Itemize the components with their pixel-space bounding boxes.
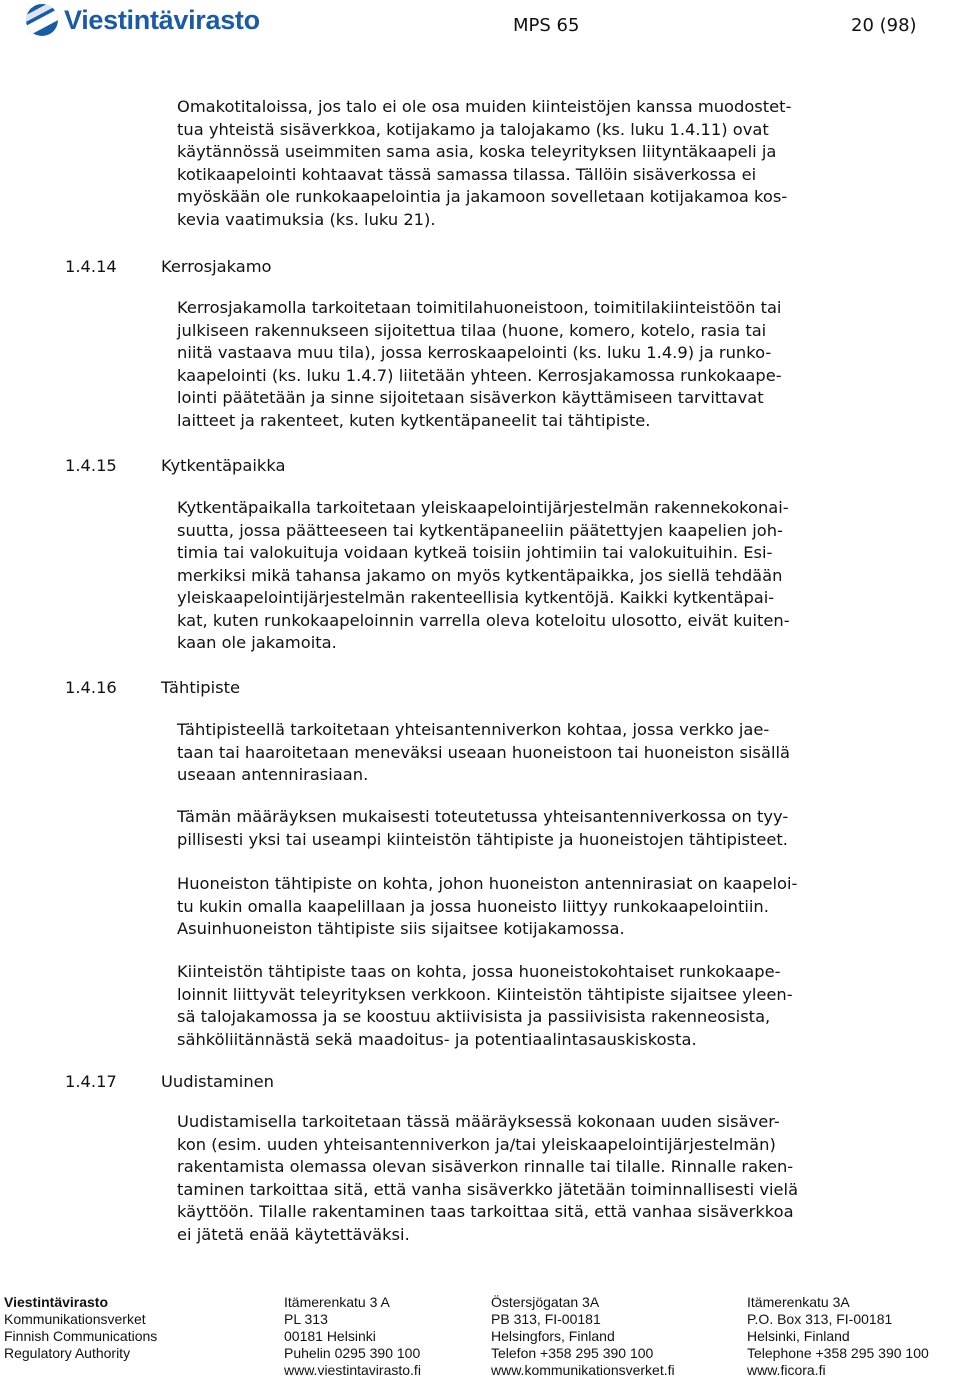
footer-line: Helsinki, Finland <box>747 1328 850 1344</box>
text-line: kotikaapelointi kohtaavat tässä samassa tilassa. Tällöin sisäverkossa ei <box>177 164 757 184</box>
text-line: kon (esim. uuden yhteisantenniverkon ja/tai yleiskaapelointijärjestelmän) <box>177 1134 776 1154</box>
footer-line: Regulatory Authority <box>4 1345 131 1361</box>
footer-line: P.O. Box 313, FI-00181 <box>747 1311 893 1327</box>
footer-line: Puhelin 0295 390 100 <box>284 1345 421 1361</box>
text-line: kevia vaatimuksia (ks. luku 21). <box>177 209 436 229</box>
text-line: tu kukin omalla kaapelillaan ja jossa huoneisto liittyy runkokaapelointiin. <box>177 896 769 916</box>
footer-line: Östersjögatan 3A <box>491 1294 600 1310</box>
footer-line: Itämerenkatu 3 A <box>284 1294 390 1310</box>
text-line: timia tai valokuituja voidaan kytkeä toisiin johtimiin tai valokuituihin. Esi- <box>177 543 773 562</box>
text-line: julkiseen rakennukseen sijoitettua tilaa (huone, komero, kotelo, rasia tai <box>177 320 767 340</box>
section-paragraph <box>177 719 907 787</box>
footer-column-finnish <box>284 1294 421 1379</box>
section-title: Kytkentäpaikka <box>161 456 286 475</box>
text-line: kat, kuten runkokaapeloinnin varrella oleva koteloitu ulosotto, eivät kuiten- <box>177 610 790 630</box>
text-line: yleiskaapelointijärjestelmän rakenteellisia kytkentöjä. Kaikki kytkentäpai- <box>177 588 775 607</box>
text-line: käyttöön. Tilalle rakentaminen taas tarkoittaa sitä, että vanhaa sisäverkkoa <box>177 1202 794 1221</box>
section-heading <box>65 677 240 699</box>
section-heading <box>65 1071 274 1093</box>
text-line: Tähtipisteellä tarkoitetaan yhteisantenniverkon kohtaa, jossa verkko jae- <box>177 720 770 739</box>
text-line: taan tai haaroitetaan meneväksi useaan huoneistoon tai huoneiston sisällä <box>177 742 790 762</box>
page-header <box>0 0 960 50</box>
document-id: MPS 65 <box>513 15 580 36</box>
footer-line: Kommunikationsverket <box>4 1311 146 1327</box>
footer-line: Itämerenkatu 3A <box>747 1294 850 1310</box>
section-heading <box>65 256 272 278</box>
text-line: Kiinteistön tähtipiste taas on kohta, jossa huoneistokohtaiset runkokaape- <box>177 962 781 981</box>
section-number: 1.4.15 <box>65 456 117 475</box>
text-line: useaan antennirasiaan. <box>177 765 369 784</box>
text-line: myöskään ole runkokaapelointia ja jakamoon sovelletaan kotijakamoa kos- <box>177 187 788 206</box>
section-paragraph <box>177 806 907 851</box>
page-number: 20 (98) <box>851 15 917 36</box>
section-paragraph <box>177 873 907 941</box>
section-number: 1.4.16 <box>65 678 117 697</box>
section-number: 1.4.17 <box>65 1072 117 1091</box>
footer-line: Finnish Communications <box>4 1328 158 1344</box>
text-line: Asuinhuoneiston tähtipiste siis sijaitsee kotijakamossa. <box>177 919 625 938</box>
footer-website-link[interactable]: www.ficora.fi <box>747 1362 826 1378</box>
footer-agency-name: Viestintävirasto <box>4 1294 109 1310</box>
footer-column-swedish <box>491 1294 675 1379</box>
page-footer <box>0 1294 960 1379</box>
section-paragraph <box>177 297 907 432</box>
footer-column-english <box>747 1294 929 1379</box>
text-line: Huoneiston tähtipiste on kohta, johon huoneiston antennirasiat on kaapeloi- <box>177 874 798 893</box>
logo-emblem-icon <box>26 4 58 36</box>
text-line: Uudistamisella tarkoitetaan tässä määräyksessä kokonaan uuden sisäver- <box>177 1112 780 1131</box>
text-line: sähköliitännästä sekä maadoitus- ja potentiaalintasauskiskosta. <box>177 1029 697 1049</box>
footer-column-agency <box>4 1294 157 1362</box>
footer-website-link[interactable]: www.viestintavirasto.fi <box>284 1362 421 1378</box>
text-line: laitteet ja rakenteet, kuten kytkentäpaneelit tai tähtipiste. <box>177 410 651 430</box>
footer-line: Telefon +358 295 390 100 <box>491 1345 654 1361</box>
text-line: taminen tarkoittaa sitä, että vanha sisäverkko jätetään toiminnallisesti vielä <box>177 1179 799 1199</box>
text-line: käytännössä useimmiten sama asia, koska teleyrityksen liityntäkaapeli ja <box>177 142 777 161</box>
text-line: lointi päätetään ja sinne sijoitetaan sisäverkon käyttämiseen tarvittavat <box>177 388 764 407</box>
text-line: pillisesti yksi tai useampi kiinteistön tähtipiste ja huoneistojen tähtipisteet. <box>177 829 788 849</box>
footer-line: PB 313, FI-00181 <box>491 1311 601 1327</box>
text-line: merkiksi mikä tahansa jakamo on myös kytkentäpaikka, jos siellä tehdään <box>177 565 783 585</box>
section-number: 1.4.14 <box>65 257 117 276</box>
footer-line: 00181 Helsinki <box>284 1328 376 1344</box>
logo-text: Viestintävirasto <box>64 4 260 35</box>
text-line: kaapelointi (ks. luku 1.4.7) liitetään yhteen. Kerrosjakamossa runkokaape- <box>177 365 782 385</box>
text-line: rakentamista olemassa olevan sisäverkon rinnalle tai tilalle. Rinnalle raken- <box>177 1157 794 1176</box>
section-paragraph <box>177 1111 907 1246</box>
text-line: loinnit liittyvät teleyrityksen verkkoon. Kiinteistön tähtipiste sijaitsee yleen- <box>177 984 793 1004</box>
section-heading <box>65 455 285 477</box>
text-line: suutta, jossa päätteeseen tai kytkentäpaneeliin päätettyjen kaapelien joh- <box>177 520 783 540</box>
text-line: kaan ole jakamoita. <box>177 633 337 652</box>
footer-line: PL 313 <box>284 1311 328 1327</box>
footer-line: Helsingfors, Finland <box>491 1328 615 1344</box>
agency-logo <box>26 4 260 36</box>
section-title: Tähtipiste <box>161 678 240 697</box>
section-paragraph <box>177 961 907 1051</box>
text-line: tua yhteistä sisäverkkoa, kotijakamo ja talojakamo (ks. luku 1.4.11) ovat <box>177 119 769 139</box>
footer-website-link[interactable]: www.kommunikationsverket.fi <box>491 1362 675 1378</box>
footer-line: Telephone +358 295 390 100 <box>747 1345 929 1361</box>
text-line: ei jätetä enää käytettäväksi. <box>177 1224 410 1244</box>
section-paragraph <box>177 497 907 655</box>
text-line: Omakotitaloissa, jos talo ei ole osa muiden kiinteistöjen kanssa muodostet- <box>177 97 792 116</box>
text-line: Tämän määräyksen mukaisesti toteutetussa yhteisantenniverkossa on tyy- <box>177 807 789 826</box>
section-title: Kerrosjakamo <box>161 257 272 276</box>
intro-paragraph <box>177 96 907 231</box>
text-line: sä talojakamossa ja se koostuu aktiivisista ja passiivisista rakenneosista, <box>177 1007 771 1026</box>
text-line: Kerrosjakamolla tarkoitetaan toimitilahuoneistoon, toimitilakiinteistöön tai <box>177 298 782 317</box>
text-line: Kytkentäpaikalla tarkoitetaan yleiskaapelointijärjestelmän rakennekokonai- <box>177 498 789 517</box>
section-title: Uudistaminen <box>161 1072 274 1091</box>
text-line: niitä vastaava muu tila), jossa kerroskaapelointi (ks. luku 1.4.9) ja runko- <box>177 343 772 362</box>
